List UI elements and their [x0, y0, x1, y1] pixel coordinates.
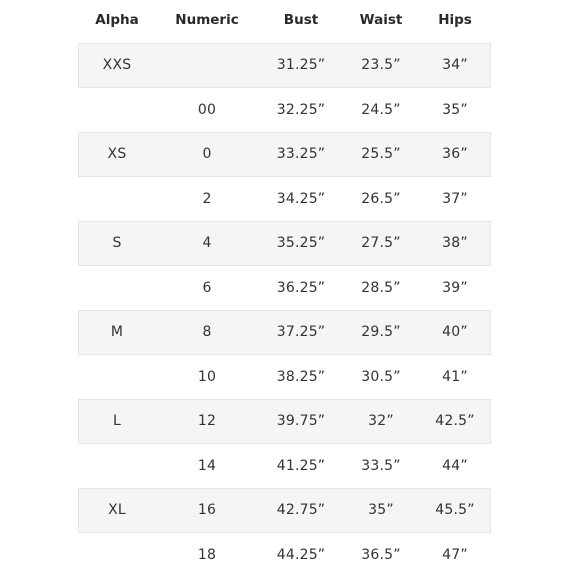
table-row	[78, 88, 491, 133]
cell-hips: 45.5”	[435, 502, 475, 518]
header-bust: Bust	[283, 12, 319, 28]
cell-waist: 36.5”	[361, 546, 401, 563]
cell-alpha: S	[112, 235, 122, 251]
cell-bust: 37.25”	[276, 324, 326, 340]
cell-numeric: 8	[202, 324, 212, 340]
header-waist: Waist	[359, 12, 403, 28]
cell-waist: 26.5”	[361, 190, 401, 207]
cell-numeric: 10	[197, 368, 217, 385]
cell-alpha: M	[110, 324, 124, 340]
cell-hips: 35”	[442, 101, 468, 118]
table-row	[78, 488, 491, 533]
cell-hips: 39”	[442, 279, 468, 296]
cell-bust: 33.25”	[276, 146, 326, 162]
table-row	[78, 444, 491, 489]
table-row	[78, 399, 491, 444]
cell-hips: 42.5”	[435, 413, 475, 429]
cell-waist: 28.5”	[361, 279, 401, 296]
cell-hips: 38”	[442, 235, 468, 251]
cell-bust: 31.25”	[276, 57, 326, 73]
cell-waist: 33.5”	[361, 457, 401, 474]
header-numeric: Numeric	[175, 12, 239, 28]
table-row	[78, 43, 491, 88]
cell-bust: 32.25”	[276, 101, 326, 118]
cell-numeric: 0	[202, 146, 212, 162]
cell-waist: 29.5”	[361, 324, 401, 340]
cell-waist: 24.5”	[361, 101, 401, 118]
cell-numeric: 2	[202, 190, 212, 207]
cell-hips: 36”	[442, 146, 468, 162]
table-row	[78, 266, 491, 311]
cell-bust: 42.75”	[276, 502, 326, 518]
cell-hips: 47”	[442, 546, 468, 563]
cell-bust: 44.25”	[276, 546, 326, 563]
cell-numeric: 14	[197, 457, 217, 474]
cell-bust: 39.75”	[276, 413, 326, 429]
table-row	[78, 177, 491, 222]
table-row	[78, 533, 491, 578]
cell-alpha: L	[113, 413, 121, 429]
cell-numeric: 00	[197, 101, 217, 118]
cell-bust: 38.25”	[276, 368, 326, 385]
cell-bust: 41.25”	[276, 457, 326, 474]
cell-waist: 32”	[368, 413, 394, 429]
header-hips: Hips	[438, 12, 472, 28]
cell-numeric: 18	[197, 546, 217, 563]
cell-waist: 27.5”	[361, 235, 401, 251]
cell-alpha: XXS	[102, 57, 132, 73]
cell-hips: 44”	[442, 457, 468, 474]
cell-bust: 35.25”	[276, 235, 326, 251]
cell-hips: 37”	[442, 190, 468, 207]
header-alpha: Alpha	[95, 12, 139, 28]
table-row	[78, 221, 491, 266]
table-body	[78, 43, 491, 577]
cell-waist: 30.5”	[361, 368, 401, 385]
table-header	[72, 0, 492, 40]
cell-waist: 23.5”	[361, 57, 401, 73]
cell-bust: 36.25”	[276, 279, 326, 296]
cell-bust: 34.25”	[276, 190, 326, 207]
cell-alpha: XS	[107, 146, 127, 162]
cell-numeric: 4	[202, 235, 212, 251]
cell-alpha: XL	[108, 502, 126, 518]
table-row	[78, 132, 491, 177]
cell-waist: 25.5”	[361, 146, 401, 162]
cell-hips: 34”	[442, 57, 468, 73]
table-row	[78, 355, 491, 400]
table-row	[78, 310, 491, 355]
cell-hips: 41”	[442, 368, 468, 385]
cell-waist: 35”	[368, 502, 394, 518]
cell-numeric: 6	[202, 279, 212, 296]
cell-hips: 40”	[442, 324, 468, 340]
cell-numeric: 12	[197, 413, 217, 429]
cell-numeric: 16	[197, 502, 217, 518]
